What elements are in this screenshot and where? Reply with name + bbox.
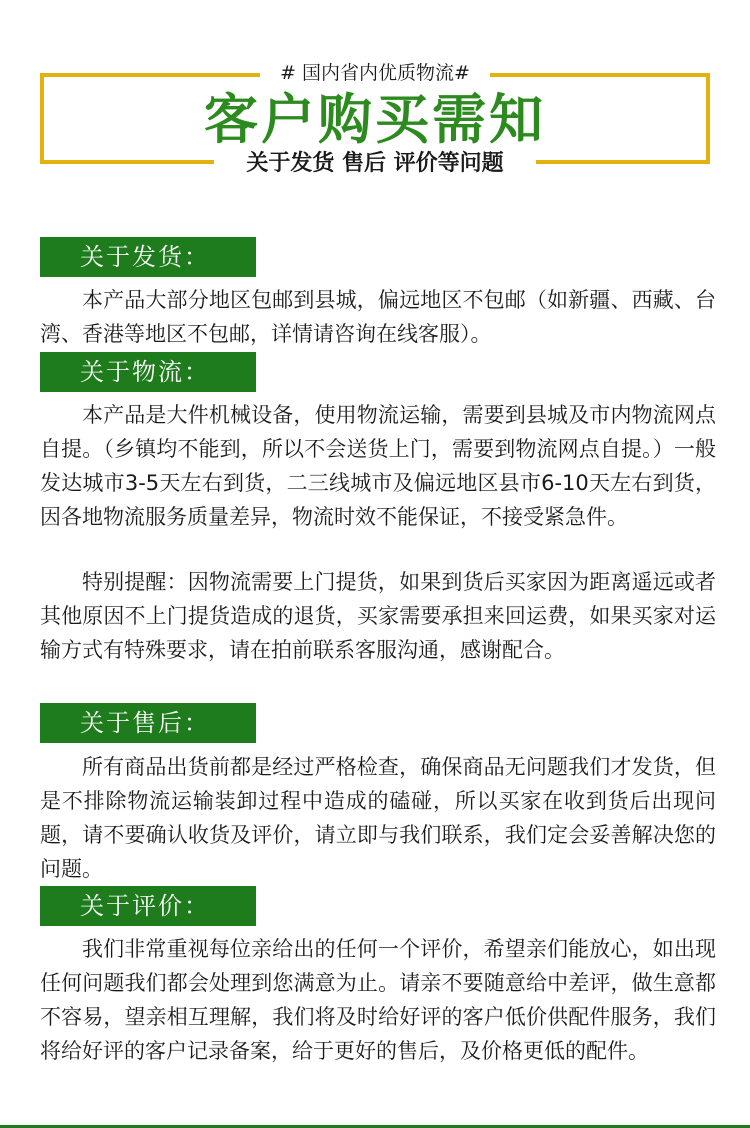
section-heading-shipping: 关于发货：	[40, 237, 256, 277]
page-title: 客户购买需知	[204, 88, 546, 151]
reviews-paragraph: 我们非常重视每位亲给出的任何一个评价，希望亲们能放心，如出现任何问题我们都会处理到您满意为止。请亲不要随意给中差评，做生意都不容易，望亲相互理解，我们将及时给好评的客户低价供配件服务，我们将给好评的客户记录备案，给于更好的售后，及价格更低的配件。	[40, 937, 716, 1063]
section-heading-reviews: 关于评价：	[40, 886, 256, 926]
page-subtitle: 关于发货 售后 评价等问题	[0, 150, 750, 178]
section-heading-logistics: 关于物流：	[40, 352, 256, 392]
aftersales-paragraph: 所有商品出货前都是经过严格检查，确保商品无问题我们才发货，但是不排除物流运输装卸过程中造成的磕碰，所以买家在收到货后出现问题，请不要确认收货及评价，请立即与我们联系，我们定会妥善解决您的问题。	[40, 755, 716, 881]
logistics-paragraph: 本产品是大件机械设备，使用物流运输，需要到县城及市内物流网点自提。（乡镇均不能到，所以不会送货上门，需要到物流网点自提。）一般发达城市3-5天左右到货，二三线城市及偏远地区县市6-10天左右到货，因各地物流服务质量差异，物流时效不能保证，不接受紧急件。	[40, 403, 716, 529]
shipping-paragraph: 本产品大部分地区包邮到县城，偏远地区不包邮（如新疆、西藏、台湾、香港等地区不包邮，详情请咨询在线客服）。	[40, 288, 716, 346]
section-heading-aftersales: 关于售后：	[40, 703, 256, 743]
logistics-notice-paragraph: 特别提醒：因物流需要上门提货，如果到货后买家因为距离遥远或者其他原因不上门提货造成的退货，买家需要承担来回运费，如果买家对运输方式有特殊要求，请在拍前联系客服沟通，感谢配合。	[40, 570, 716, 662]
header-tag: # 国内省内优质物流#	[0, 62, 750, 84]
